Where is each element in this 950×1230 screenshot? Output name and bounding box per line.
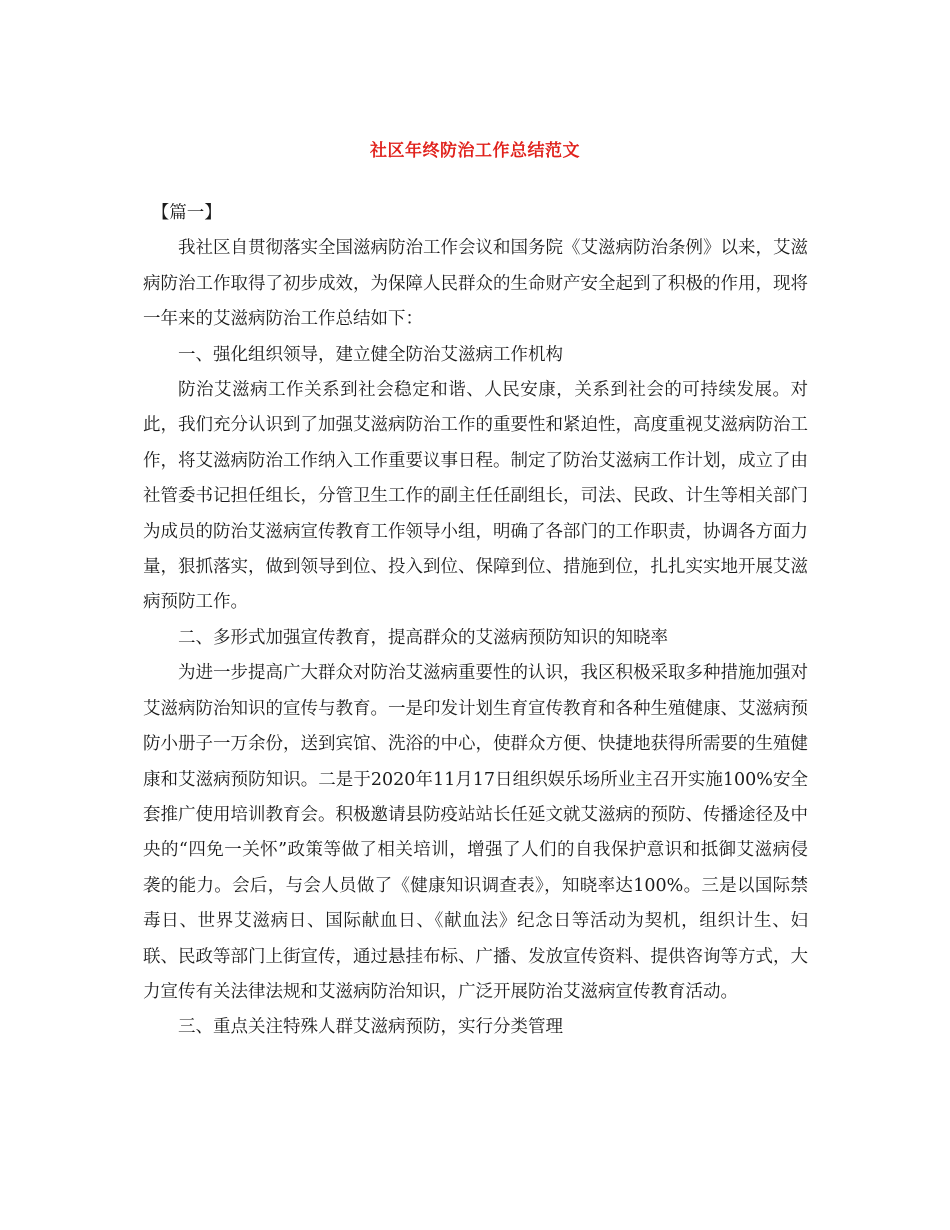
paragraph-section-2: 为进一步提高广大群众对防治艾滋病重要性的认识，我区积极采取多种措施加强对艾滋病防治知识的宣传与教育。一是印发计划生育宣传教育和各种生殖健康、艾滋病预防小册子一万余份，送到宾馆、洗浴的中心，使群众方便、快捷地获得所需要的生殖健康和艾滋病预防知识。二是于2020年11月17日组织娱乐场所业主召开实施100%安全套推广使用培训教育会。积极邀请县防疫站站长任延文就艾滋病的预防、传播途径及中央的“四免一关怀”政策等做了相关培训，增强了人们的自我保护意识和抵御艾滋病侵袭的能力。会后，与会人员做了《健康知识调查表》，知晓率达100%。三是以国际禁毒日、世界艾滋病日、国际献血日、《献血法》纪念日等活动为契机，组织计生、妇联、民政等部门上街宣传，通过悬挂布标、广播、发放宣传资料、提供咨询等方式，大力宣传有关法律法规和艾滋病防治知识，广泛开展防治艾滋病宣传教育活动。 [143, 663, 808, 1002]
section-heading-3: 三、重点关注特殊人群艾滋病预防，实行分类管理 [178, 1017, 563, 1038]
paragraph-section-1: 防治艾滋病工作关系到社会稳定和谐、人民安康，关系到社会的可持续发展。对此，我们充分认识到了加强艾滋病防治工作的重要性和紧迫性，高度重视艾滋病防治工作，将艾滋病防治工作纳入工作重要议事日程。制定了防治艾滋病工作计划，成立了由社管委书记担任组长，分管卫生工作的副主任任副组长，司法、民政、计生等相关部门为成员的防治艾滋病宣传教育工作领导小组，明确了各部门的工作职责，协调各方面力量，狠抓落实，做到领导到位、投入到位、保障到位、措施到位，扎扎实实地开展艾滋病预防工作。 [143, 380, 808, 613]
section-heading-1: 一、强化组织领导，建立健全防治艾滋病工作机构 [178, 344, 563, 365]
section-heading-2: 二、多形式加强宣传教育，提高群众的艾滋病预防知识的知晓率 [178, 627, 668, 648]
part-label: 【篇一】 [151, 203, 222, 223]
paragraph-intro: 我社区自贯彻落实全国滋病防治工作会议和国务院《艾滋病防治条例》以来，艾滋病防治工作取得了初步成效，为保障人民群众的生命财产安全起到了积极的作用，现将一年来的艾滋病防治工作总结如下： [143, 238, 808, 330]
document-title: 社区年终防治工作总结范文 [370, 141, 580, 161]
document-body [143, 196, 808, 1046]
